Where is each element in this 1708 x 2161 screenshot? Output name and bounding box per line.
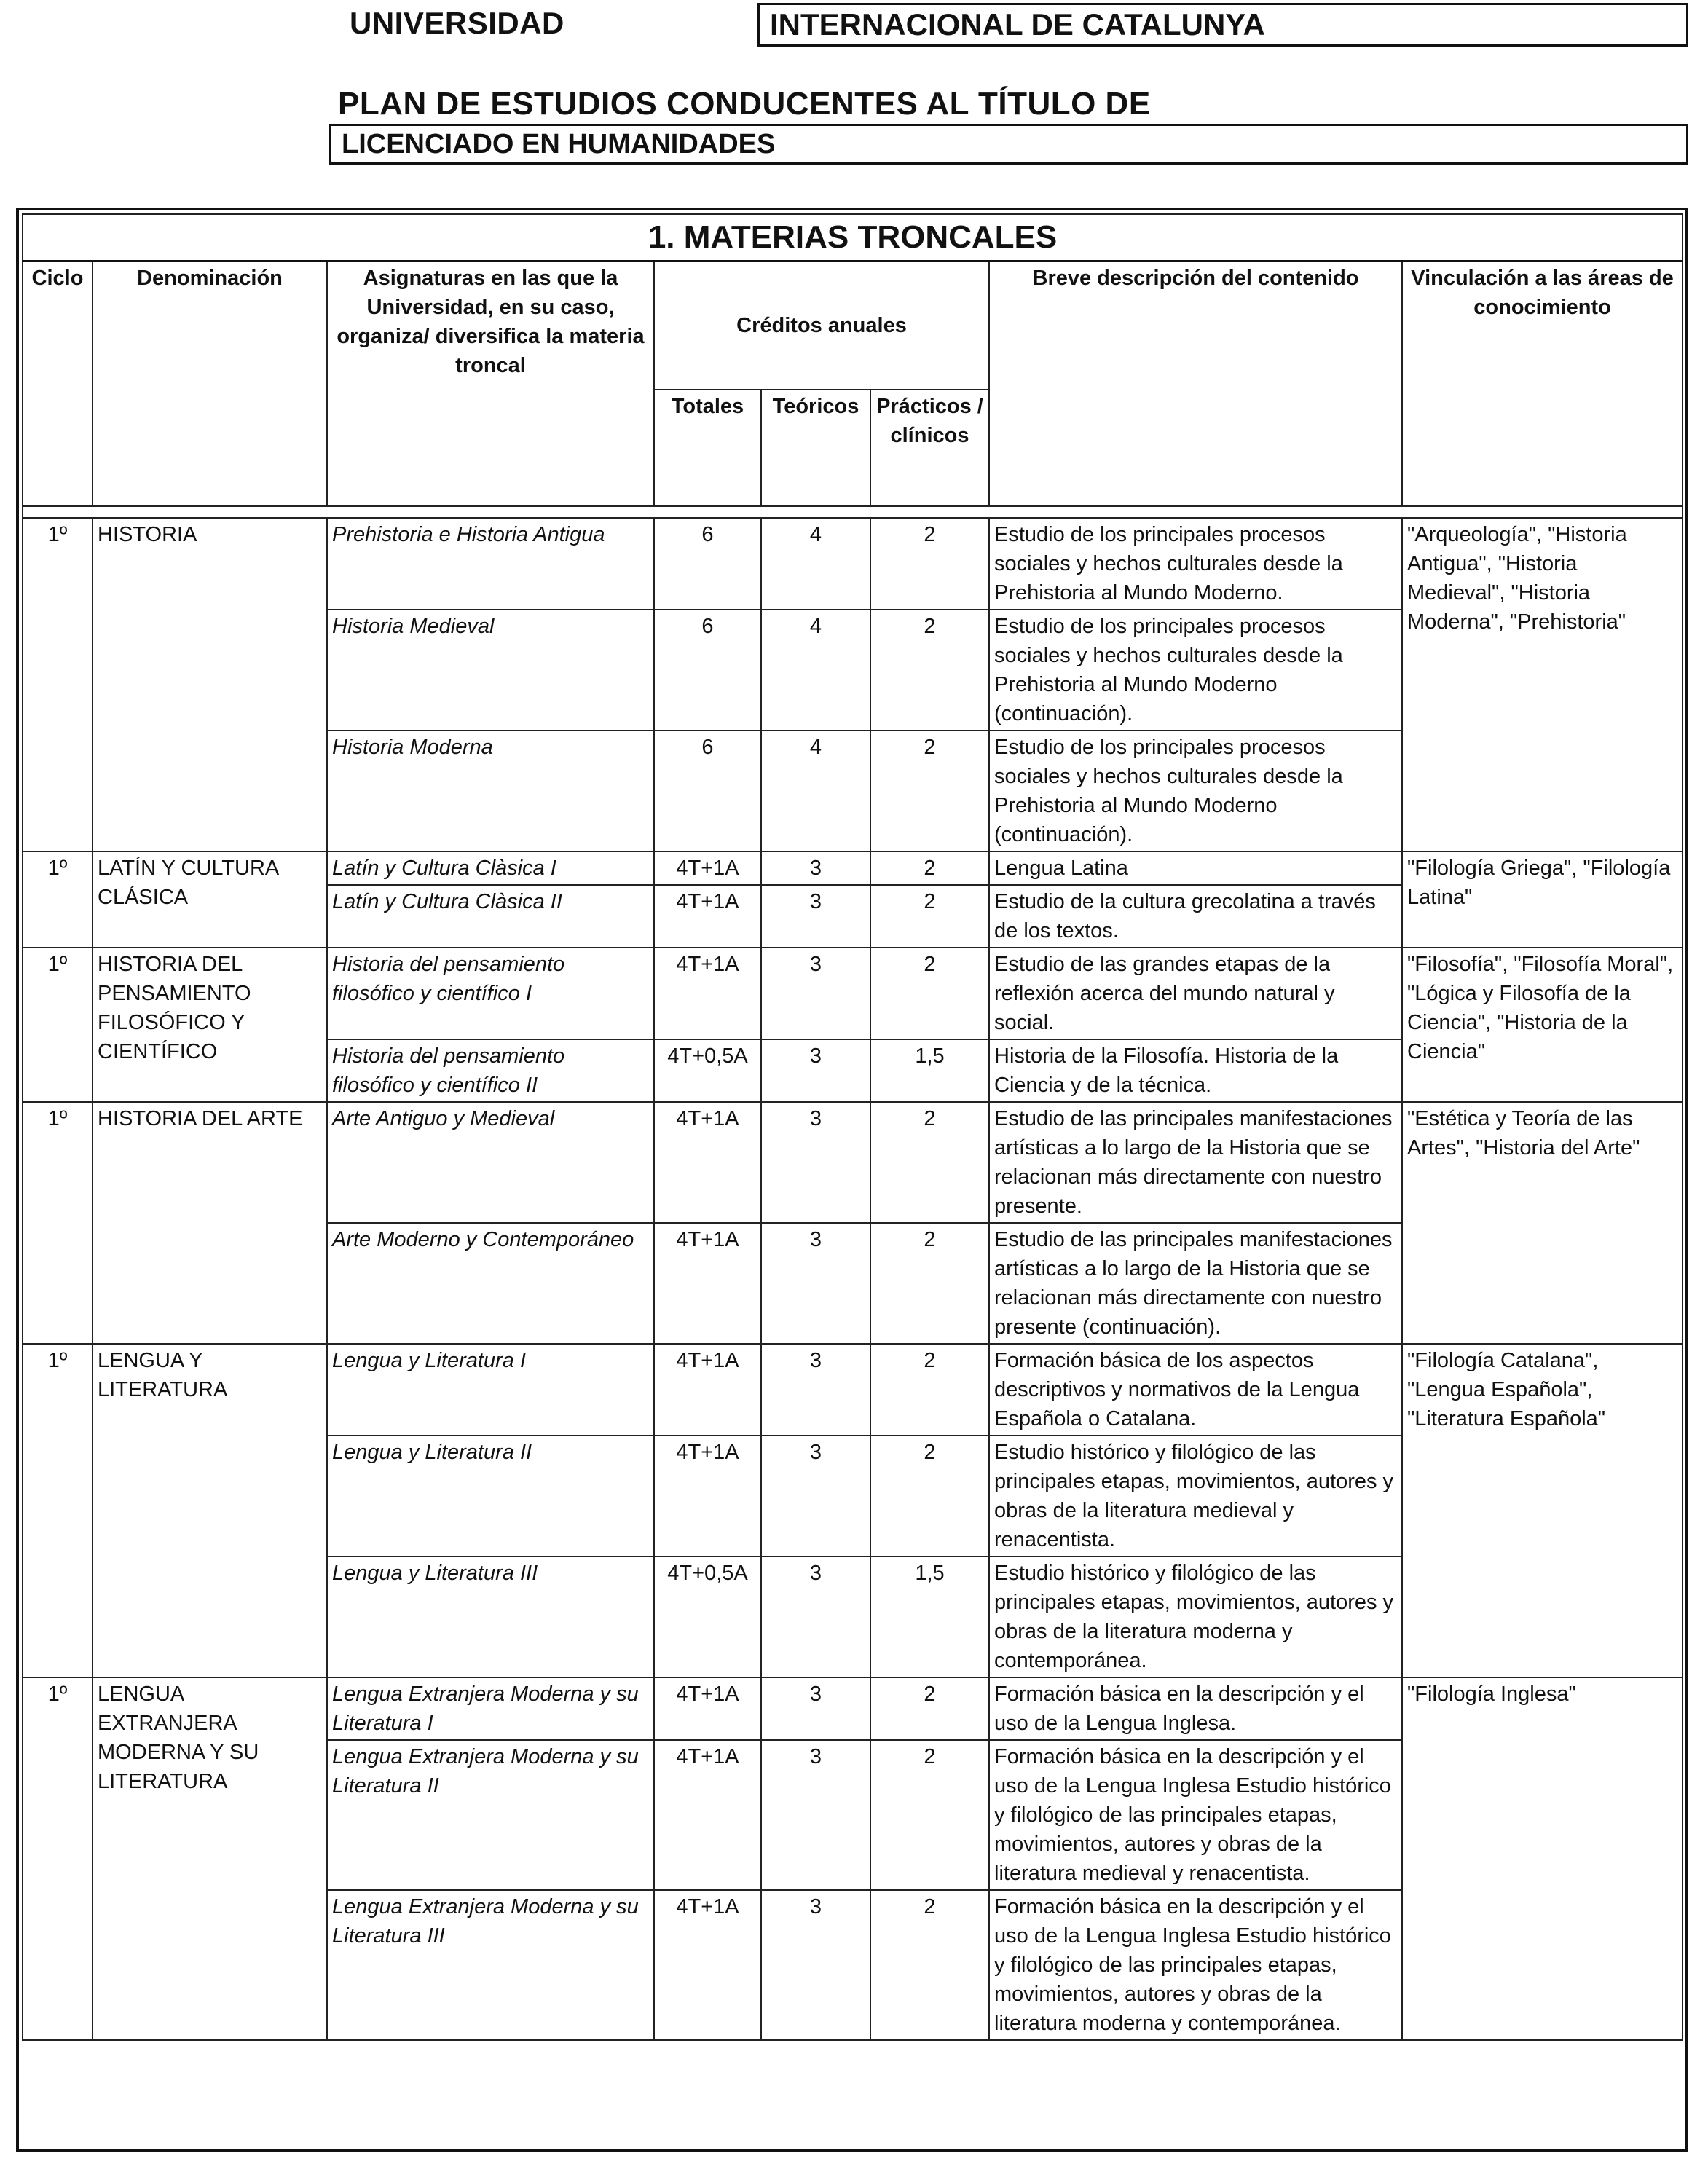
ciclo-cell: 1º bbox=[23, 948, 93, 1102]
asignatura-cell: Lengua y Literatura II bbox=[327, 1436, 654, 1556]
ciclo-cell: 1º bbox=[23, 851, 93, 948]
col-ciclo: Ciclo bbox=[23, 261, 93, 507]
col-creditos: Créditos anuales bbox=[654, 261, 989, 390]
asignatura-cell: Latín y Cultura Clàsica I bbox=[327, 851, 654, 885]
teoricos-cell: 3 bbox=[761, 1677, 870, 1740]
descripcion-cell: Formación básica en la descripción y el uso de la Lengua Inglesa Estudio histórico y filológico de las principales etapas, movimientos, autores y obras de la literatura moderna y contemporánea. bbox=[989, 1890, 1402, 2040]
asignatura-cell: Historia del pensamiento filosófico y científico I bbox=[327, 948, 654, 1039]
teoricos-cell: 3 bbox=[761, 1740, 870, 1890]
section-title: 1. MATERIAS TRONCALES bbox=[23, 214, 1683, 261]
vinculacion-cell: "Filología Catalana", "Lengua Española", "Literatura Española" bbox=[1402, 1344, 1683, 1677]
descripcion-cell: Estudio de las principales manifestaciones artísticas a lo largo de la Historia que se relacionan más directamente con nuestro presente (continuación). bbox=[989, 1223, 1402, 1344]
descripcion-cell: Estudio de los principales procesos sociales y hechos culturales desde la Prehistoria al Mundo Moderno (continuación). bbox=[989, 731, 1402, 851]
teoricos-cell: 3 bbox=[761, 885, 870, 948]
descripcion-cell: Estudio de las principales manifestaciones artísticas a lo largo de la Historia que se relacionan más directamente con nuestro presente. bbox=[989, 1102, 1402, 1223]
table-row bbox=[23, 1677, 1683, 1740]
teoricos-cell: 3 bbox=[761, 1344, 870, 1436]
materias-troncales-table bbox=[16, 208, 1688, 2152]
ciclo-cell: 1º bbox=[23, 1344, 93, 1677]
titulo-box bbox=[329, 124, 1688, 165]
practicos-cell: 2 bbox=[870, 1223, 989, 1344]
asignatura-cell: Lengua Extranjera Moderna y su Literatura II bbox=[327, 1740, 654, 1890]
denominacion-cell: LENGUA EXTRANJERA MODERNA Y SU LITERATURA bbox=[93, 1677, 327, 2040]
teoricos-cell: 3 bbox=[761, 1223, 870, 1344]
practicos-cell: 2 bbox=[870, 1740, 989, 1890]
teoricos-cell: 3 bbox=[761, 851, 870, 885]
practicos-cell: 2 bbox=[870, 1344, 989, 1436]
totales-cell: 4T+1A bbox=[654, 885, 761, 948]
ciclo-cell: 1º bbox=[23, 518, 93, 851]
totales-cell: 4T+1A bbox=[654, 1223, 761, 1344]
descripcion-cell: Estudio de la cultura grecolatina a través de los textos. bbox=[989, 885, 1402, 948]
practicos-cell: 2 bbox=[870, 851, 989, 885]
teoricos-cell: 3 bbox=[761, 1039, 870, 1102]
teoricos-cell: 3 bbox=[761, 1436, 870, 1556]
ciclo-cell: 1º bbox=[23, 1677, 93, 2040]
materias-table bbox=[22, 213, 1683, 2041]
teoricos-cell: 3 bbox=[761, 948, 870, 1039]
totales-cell: 6 bbox=[654, 731, 761, 851]
titulo: LICENCIADO EN HUMANIDADES bbox=[342, 129, 776, 160]
asignatura-cell: Lengua Extranjera Moderna y su Literatura III bbox=[327, 1890, 654, 2040]
totales-cell: 4T+1A bbox=[654, 1740, 761, 1890]
teoricos-cell: 3 bbox=[761, 1102, 870, 1223]
asignatura-cell: Lengua y Literatura III bbox=[327, 1556, 654, 1677]
descripcion-cell: Estudio histórico y filológico de las principales etapas, movimientos, autores y obras de la literatura medieval y renacentista. bbox=[989, 1436, 1402, 1556]
vinculacion-cell: "Filología Griega", "Filología Latina" bbox=[1402, 851, 1683, 948]
asignatura-cell: Prehistoria e Historia Antigua bbox=[327, 518, 654, 610]
practicos-cell: 2 bbox=[870, 1102, 989, 1223]
col-teoricos: Teóricos bbox=[761, 390, 870, 506]
col-asignaturas: Asignaturas en las que la Universidad, en su caso, organiza/ diversifica la materia troncal bbox=[327, 261, 654, 507]
table-row bbox=[23, 948, 1683, 1039]
asignatura-cell: Historia Moderna bbox=[327, 731, 654, 851]
separator-cell bbox=[23, 506, 1683, 518]
asignatura-cell: Lengua y Literatura I bbox=[327, 1344, 654, 1436]
teoricos-cell: 4 bbox=[761, 518, 870, 610]
table-row bbox=[23, 1102, 1683, 1223]
practicos-cell: 2 bbox=[870, 1890, 989, 2040]
descripcion-cell: Formación básica en la descripción y el uso de la Lengua Inglesa. bbox=[989, 1677, 1402, 1740]
descripcion-cell: Estudio de los principales procesos sociales y hechos culturales desde la Prehistoria al Mundo Moderno. bbox=[989, 518, 1402, 610]
totales-cell: 4T+1A bbox=[654, 851, 761, 885]
totales-cell: 4T+1A bbox=[654, 1677, 761, 1740]
totales-cell: 4T+1A bbox=[654, 1890, 761, 2040]
table-row bbox=[23, 851, 1683, 885]
table-row bbox=[23, 1344, 1683, 1436]
col-vinculacion: Vinculación a las áreas de conocimiento bbox=[1402, 261, 1683, 507]
descripcion-cell: Lengua Latina bbox=[989, 851, 1402, 885]
vinculacion-cell: "Filosofía", "Filosofía Moral", "Lógica y Filosofía de la Ciencia", "Historia de la Ciencia" bbox=[1402, 948, 1683, 1102]
header-separator-row bbox=[23, 506, 1683, 518]
descripcion-cell: Formación básica en la descripción y el uso de la Lengua Inglesa Estudio histórico y filológico de las principales etapas, movimientos, autores y obras de la literatura medieval y renacentista. bbox=[989, 1740, 1402, 1890]
universidad-label: UNIVERSIDAD bbox=[350, 6, 564, 40]
practicos-cell: 2 bbox=[870, 885, 989, 948]
asignatura-cell: Lengua Extranjera Moderna y su Literatura I bbox=[327, 1677, 654, 1740]
plan-label: PLAN DE ESTUDIOS CONDUCENTES AL TÍTULO DE bbox=[338, 86, 1151, 122]
denominacion-cell: LATÍN Y CULTURA CLÁSICA bbox=[93, 851, 327, 948]
denominacion-cell: HISTORIA bbox=[93, 518, 327, 851]
practicos-cell: 2 bbox=[870, 610, 989, 731]
descripcion-cell: Estudio histórico y filológico de las principales etapas, movimientos, autores y obras de la literatura moderna y contemporánea. bbox=[989, 1556, 1402, 1677]
teoricos-cell: 4 bbox=[761, 731, 870, 851]
totales-cell: 4T+1A bbox=[654, 1344, 761, 1436]
materias-body bbox=[23, 506, 1683, 2040]
denominacion-cell: LENGUA Y LITERATURA bbox=[93, 1344, 327, 1677]
practicos-cell: 2 bbox=[870, 731, 989, 851]
totales-cell: 4T+0,5A bbox=[654, 1556, 761, 1677]
teoricos-cell: 4 bbox=[761, 610, 870, 731]
asignatura-cell: Historia del pensamiento filosófico y científico II bbox=[327, 1039, 654, 1102]
totales-cell: 4T+0,5A bbox=[654, 1039, 761, 1102]
totales-cell: 4T+1A bbox=[654, 948, 761, 1039]
totales-cell: 6 bbox=[654, 518, 761, 610]
descripcion-cell: Historia de la Filosofía. Historia de la Ciencia y de la técnica. bbox=[989, 1039, 1402, 1102]
ciclo-cell: 1º bbox=[23, 1102, 93, 1344]
descripcion-cell: Estudio de los principales procesos sociales y hechos culturales desde la Prehistoria al Mundo Moderno (continuación). bbox=[989, 610, 1402, 731]
denominacion-cell: HISTORIA DEL ARTE bbox=[93, 1102, 327, 1344]
totales-cell: 6 bbox=[654, 610, 761, 731]
col-descripcion: Breve descripción del contenido bbox=[989, 261, 1402, 507]
practicos-cell: 1,5 bbox=[870, 1039, 989, 1102]
teoricos-cell: 3 bbox=[761, 1890, 870, 2040]
universidad-name-box bbox=[757, 3, 1688, 47]
teoricos-cell: 3 bbox=[761, 1556, 870, 1677]
asignatura-cell: Historia Medieval bbox=[327, 610, 654, 731]
vinculacion-cell: "Estética y Teoría de las Artes", "Historia del Arte" bbox=[1402, 1102, 1683, 1344]
practicos-cell: 2 bbox=[870, 1677, 989, 1740]
practicos-cell: 2 bbox=[870, 518, 989, 610]
asignatura-cell: Arte Moderno y Contemporáneo bbox=[327, 1223, 654, 1344]
totales-cell: 4T+1A bbox=[654, 1436, 761, 1556]
descripcion-cell: Estudio de las grandes etapas de la reflexión acerca del mundo natural y social. bbox=[989, 948, 1402, 1039]
col-totales: Totales bbox=[654, 390, 761, 506]
asignatura-cell: Latín y Cultura Clàsica II bbox=[327, 885, 654, 948]
vinculacion-cell: "Filología Inglesa" bbox=[1402, 1677, 1683, 2040]
col-practicos: Prácticos / clínicos bbox=[870, 390, 989, 506]
practicos-cell: 2 bbox=[870, 1436, 989, 1556]
practicos-cell: 2 bbox=[870, 948, 989, 1039]
vinculacion-cell: "Arqueología", "Historia Antigua", "Historia Medieval", "Historia Moderna", "Prehistoria" bbox=[1402, 518, 1683, 851]
universidad-name: INTERNACIONAL DE CATALUNYA bbox=[770, 7, 1265, 42]
table-row bbox=[23, 518, 1683, 610]
col-denominacion: Denominación bbox=[93, 261, 327, 507]
practicos-cell: 1,5 bbox=[870, 1556, 989, 1677]
totales-cell: 4T+1A bbox=[654, 1102, 761, 1223]
asignatura-cell: Arte Antiguo y Medieval bbox=[327, 1102, 654, 1223]
descripcion-cell: Formación básica de los aspectos descriptivos y normativos de la Lengua Española o Catalana. bbox=[989, 1344, 1402, 1436]
denominacion-cell: HISTORIA DEL PENSAMIENTO FILOSÓFICO Y CIENTÍFICO bbox=[93, 948, 327, 1102]
